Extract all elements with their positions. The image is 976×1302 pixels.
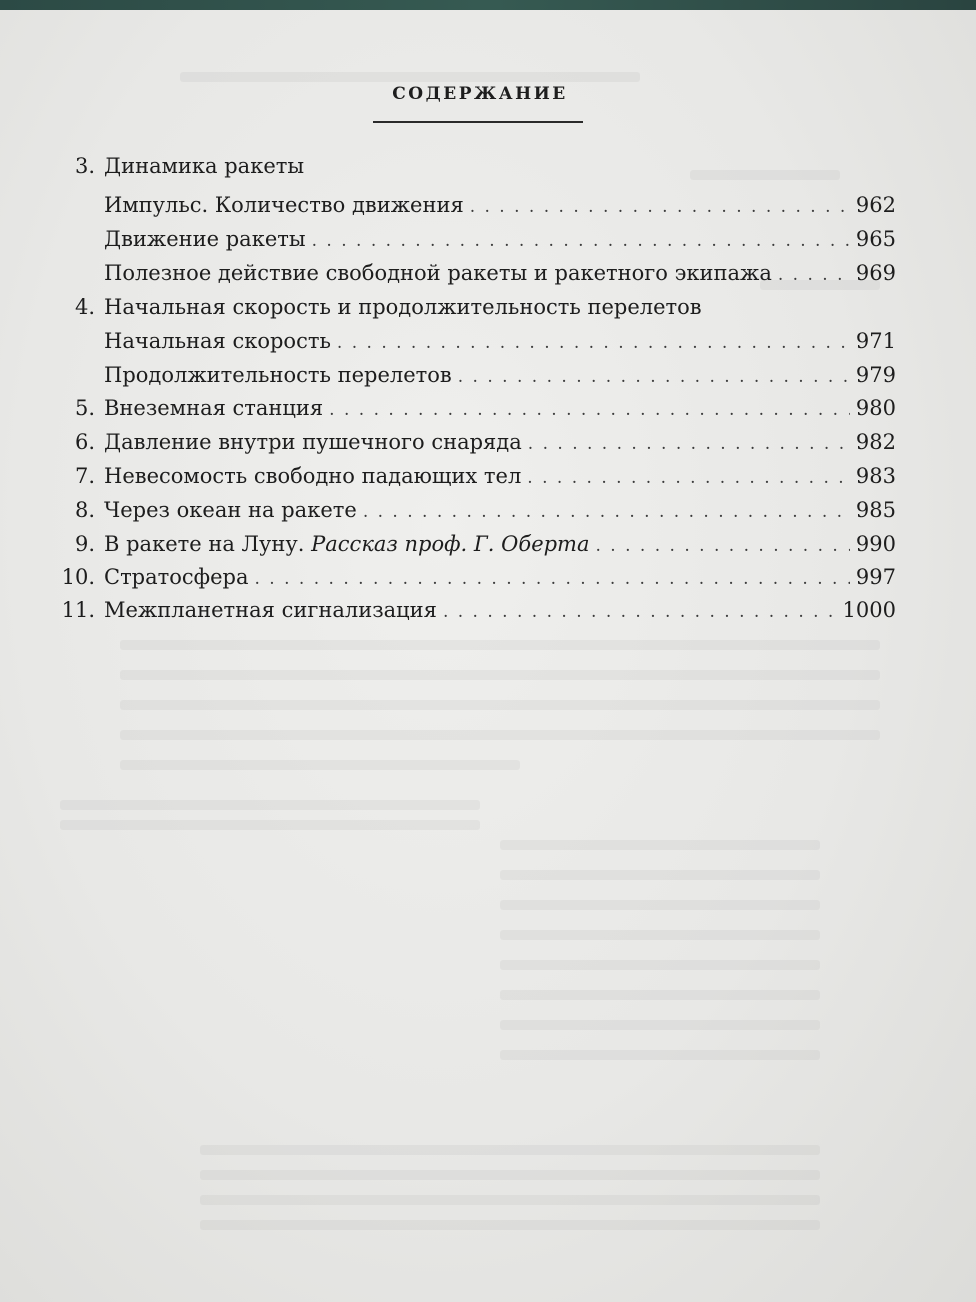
dot-leader [778, 259, 850, 291]
toc-title: Невесомость свободно падающих тел [104, 464, 522, 488]
toc-title: Внеземная станция [104, 396, 324, 420]
toc-page-number: 969 [855, 261, 896, 285]
toc-entry[interactable] [0, 494, 976, 526]
toc-title: Продолжительность перелетов [104, 363, 452, 387]
dot-leader [470, 191, 850, 223]
toc-title: Стратосфера [104, 565, 249, 589]
toc-entry[interactable] [0, 426, 976, 458]
toc-title: Через океан на ракете [104, 498, 357, 522]
toc-entry[interactable] [0, 223, 976, 255]
toc-section-header [0, 150, 976, 182]
toc-title: Движение ракеты [104, 227, 306, 251]
dot-leader [363, 496, 850, 528]
toc-number: 8. [74, 498, 95, 522]
dot-leader [528, 428, 850, 460]
toc-page-number: 982 [855, 430, 896, 454]
dot-leader [312, 225, 850, 257]
toc-page-number: 983 [855, 464, 896, 488]
toc-number: 3. [74, 154, 95, 178]
toc-title: Полезное действие свободной ракеты и ракетного экипажа [104, 261, 772, 285]
dot-leader [329, 394, 850, 426]
toc-number: 7. [74, 464, 95, 488]
toc-entry[interactable] [0, 460, 976, 492]
dot-leader [443, 596, 837, 628]
toc-title: Начальная скорость и продолжительность перелетов [104, 295, 702, 319]
toc-page-number: 965 [855, 227, 896, 251]
toc-entry[interactable] [0, 359, 976, 391]
toc-entry[interactable] [0, 257, 976, 289]
toc-title-italic: Рассказ проф. Г. Оберта [311, 532, 590, 556]
toc-page-number: 962 [855, 193, 896, 217]
toc-page-number: 980 [855, 396, 896, 420]
toc-title: Импульс. Количество движения [104, 193, 464, 217]
toc-title: Межпланетная сигнализация [104, 598, 437, 622]
toc-number: 6. [74, 430, 95, 454]
toc-entry[interactable] [0, 528, 976, 560]
dot-leader [255, 563, 850, 595]
dot-leader [596, 530, 850, 562]
toc-page-number: 985 [855, 498, 896, 522]
page-title: СОДЕРЖАНИЕ [392, 84, 568, 104]
toc-page-number: 979 [855, 363, 896, 387]
toc-number: 5. [74, 396, 95, 420]
dot-leader [458, 361, 850, 393]
toc-title-main: В ракете на Луну. [104, 532, 305, 556]
toc-title [104, 528, 590, 560]
toc-number: 4. [74, 295, 95, 319]
toc-entry[interactable] [0, 594, 976, 626]
toc-number: 11. [61, 598, 95, 622]
toc-entry[interactable] [0, 189, 976, 221]
toc-section-header [0, 291, 976, 323]
toc-title: Начальная скорость [104, 329, 331, 353]
toc-number: 10. [61, 565, 95, 589]
toc-entry[interactable] [0, 561, 976, 593]
toc-entry[interactable] [0, 392, 976, 424]
dot-leader [337, 327, 850, 359]
toc-entry[interactable] [0, 325, 976, 357]
toc-page-number: 971 [855, 329, 896, 353]
toc-title: Динамика ракеты [104, 154, 305, 178]
toc-page-number: 990 [855, 532, 896, 556]
toc-page-number: 997 [855, 565, 896, 589]
toc-page-number: 1000 [842, 598, 896, 622]
toc-title: Давление внутри пушечного снаряда [104, 430, 522, 454]
toc-number: 9. [74, 532, 95, 556]
dot-leader [527, 462, 850, 494]
